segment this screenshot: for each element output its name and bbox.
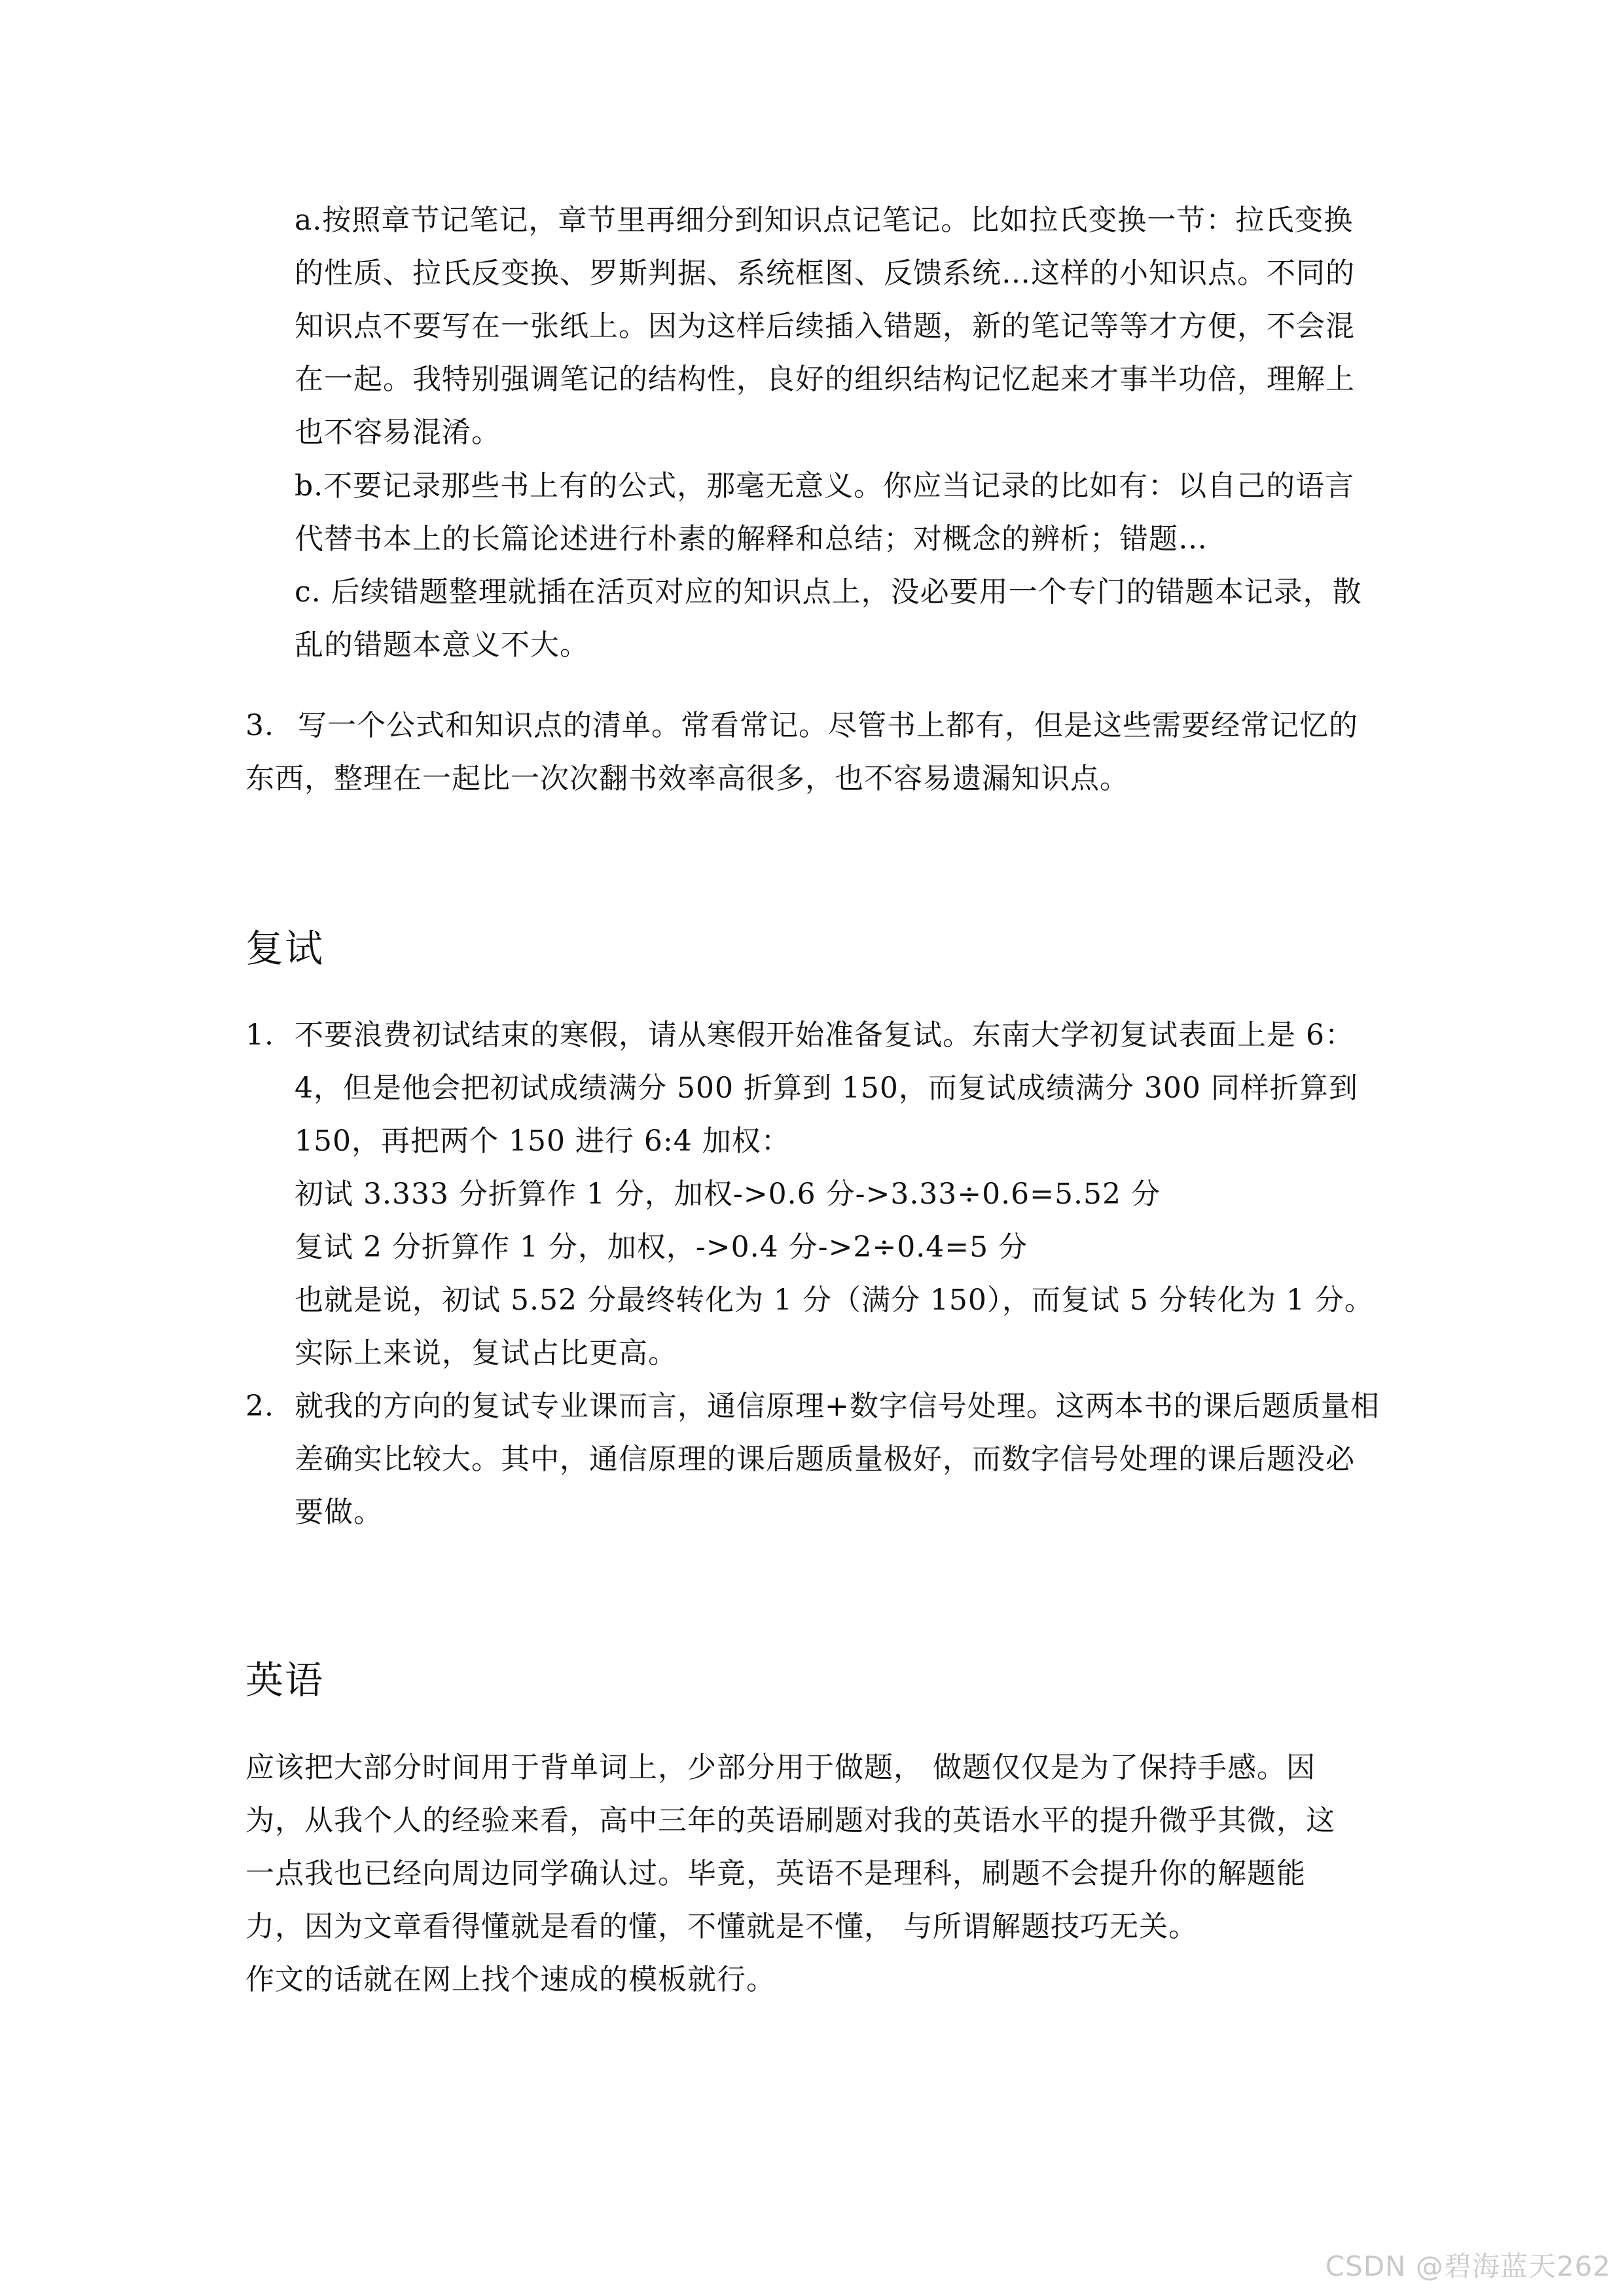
note-item-a-text: a.按照章节记笔记，章节里再细分到知识点记笔记。比如拉氏变换一节：拉氏变换的性质、拉氏反变换、罗斯判据、系统框图、反馈系统…这样的小知识点。不同的知识点不要写在一张纸上。因为这样后续插入错题，新的笔记等等才方便，不会混在一起。我特别强调笔记的结构性，良好的组织结构记忆起来才事半功倍，理解上也不容易混淆。 <box>295 204 1355 449</box>
fushi-item-2 <box>245 1380 1381 1539</box>
note-item-b <box>295 459 1381 565</box>
note-item-a <box>295 194 1381 459</box>
list-item-3 <box>245 699 1358 805</box>
fushi-item-1-line-b: 复试 2 分折算作 1 分，加权，->0.4 分->2÷0.4=5 分 <box>295 1230 1028 1264</box>
fushi-item-1-line-a: 初试 3.333 分折算作 1 分，加权->0.6 分->3.33÷0.6=5.52 分 <box>295 1177 1161 1211</box>
note-item-c-text: c. 后续错题整理就插在活页对应的知识点上，没必要用一个专门的错题本记录，散乱的错题本意义不大。 <box>295 575 1362 662</box>
fushi-item-1 <box>245 1009 1381 1168</box>
fushi-item-2-text: 就我的方向的复试专业课而言，通信原理+数字信号处理。这两本书的课后题质量相差确实比较大。其中，通信原理的课后题质量极好，而数字信号处理的课后题没必要做。 <box>295 1390 1380 1529</box>
list-item-3-text: 写一个公式和知识点的清单。常看常记。尽管书上都有，但是这些需要经常记忆的东西，整理在一起比一次次翻书效率高很多，也不容易遗漏知识点。 <box>245 709 1358 795</box>
note-item-b-text: b.不要记录那些书上有的公式，那毫无意义。你应当记录的比如有：以自己的语言代替书本上的长篇论述进行朴素的解释和总结；对概念的辨析；错题… <box>295 469 1355 556</box>
csdn-watermark: CSDN @碧海蓝天262 <box>1325 2250 1611 2282</box>
heading-fushi: 复试 <box>245 926 325 971</box>
list-item-3-number: 3. <box>245 709 274 742</box>
fushi-item-1-number: 1. <box>245 1018 274 1052</box>
heading-english: 英语 <box>245 1658 325 1702</box>
fushi-item-1-line-c: 也就是说，初试 5.52 分最终转化为 1 分（满分 150），而复试 5 分转化为 1 分。实际上来说，复试占比更高。 <box>295 1283 1374 1370</box>
fushi-item-2-number: 2. <box>245 1390 274 1423</box>
english-paragraph-2: 作文的话就在网上找个速成的模板就行。 <box>245 1963 776 1996</box>
fushi-item-1-text: 不要浪费初试结束的寒假，请从寒假开始准备复试。东南大学初复试表面上是 6：4，但是他会把初试成绩满分 500 折算到 150，而复试成绩满分 300 同样折算到 150，再把两个 150 进行 6:4 加权： <box>295 1018 1358 1158</box>
note-item-c <box>295 565 1381 672</box>
english-paragraph-1: 应该把大部分时间用于背单词上，少部分用于做题， 做题仅仅是为了保持手感。因为，从我个人的经验来看，高中三年的英语刷题对我的英语水平的提升微乎其微，这一点我也已经向周边同学确认过。毕竟，英语不是理科，刷题不会提升你的解题能力，因为文章看得懂就是看的懂，不懂就是不懂， 与所谓解题技巧无关。 <box>245 1751 1335 1943</box>
